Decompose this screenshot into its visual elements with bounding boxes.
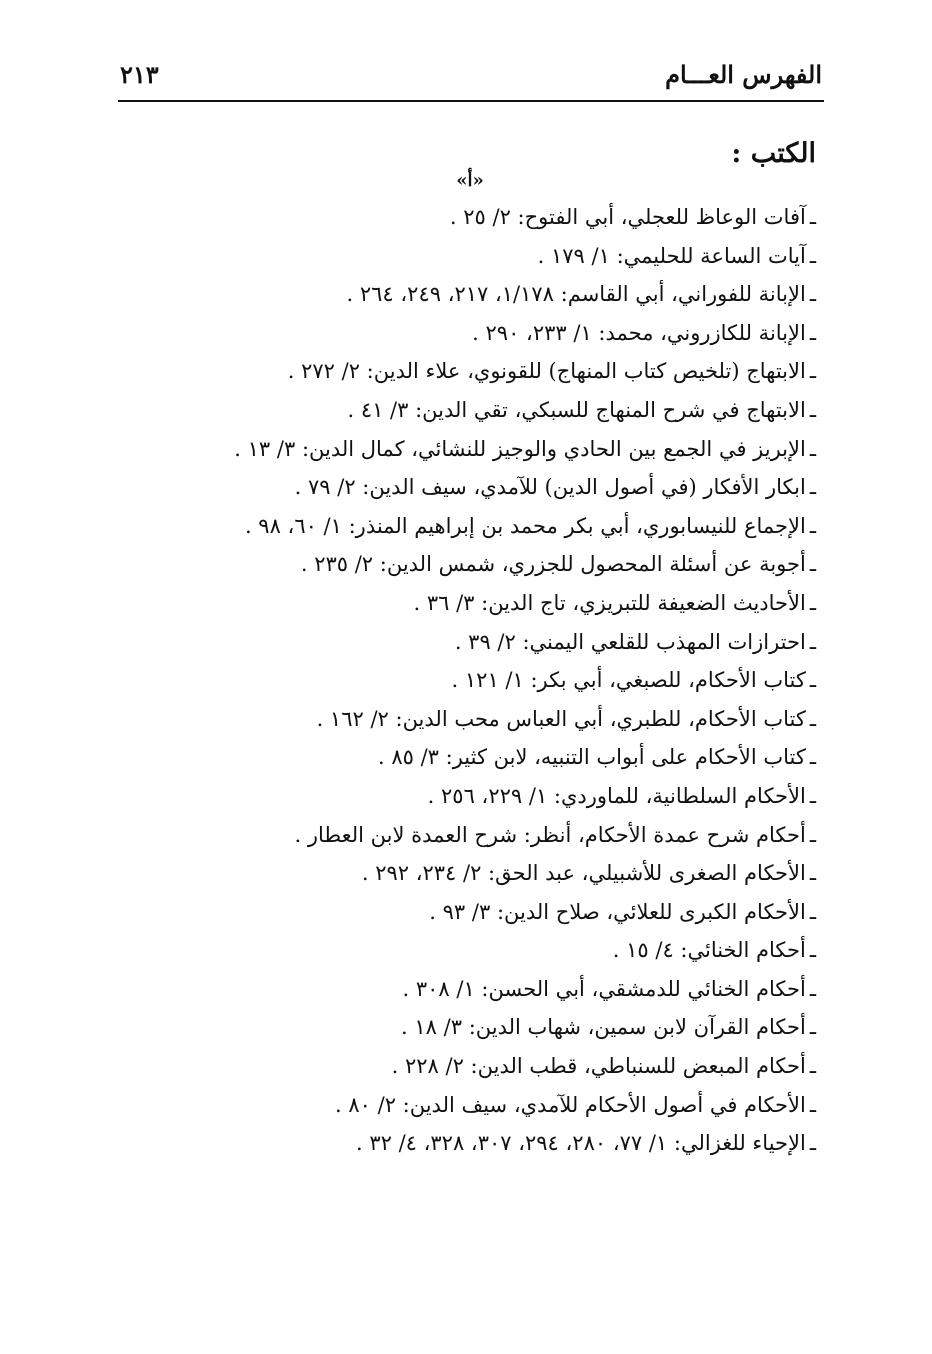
index-entry: ـآيات الساعة للحليمي: ١/ ١٧٩ . bbox=[537, 243, 816, 268]
index-entry: ـآفات الوعاظ للعجلي، أبي الفتوح: ٢/ ٢٥ . bbox=[449, 205, 816, 229]
index-entry: ـالابتهاج في شرح المنهاج للسبكي، تقي الدين: ٣/ ٤١ . bbox=[347, 397, 816, 422]
book-index-list bbox=[116, 198, 816, 1163]
page-number: ٢١٣ bbox=[120, 60, 159, 89]
index-entry: ـالإبانة للفوراني، أبي القاسم: ١/١٧٨، ٢١٧، ٢٤٩، ٢٦٤ . bbox=[346, 282, 816, 307]
index-entry: ـالأحاديث الضعيفة للتبريزي، تاج الدين: ٣/ ٣٦ . bbox=[413, 590, 816, 615]
index-entry: ـكتاب الأحكام، للصبغي، أبي بكر: ١/ ١٢١ . bbox=[451, 668, 816, 693]
index-entry: ـالإبانة للكازروني، محمد: ١/ ٢٣٣، ٢٩٠ . bbox=[472, 320, 816, 345]
header-rule bbox=[118, 100, 824, 102]
index-entry: ـالابتهاج (تلخيص كتاب المنهاج) للقونوي، علاء الدين: ٢/ ٢٧٢ . bbox=[287, 359, 816, 384]
index-entry: ـالأحكام الكبرى للعلائي، صلاح الدين: ٣/ ٩٣ . bbox=[429, 899, 816, 924]
index-entry: ـأحكام الخنائي للدمشقي، أبي الحسن: ١/ ٣٠٨ . bbox=[402, 976, 816, 1001]
index-entry: ـالإحياء للغزالي: ١/ ٧٧، ٢٨٠، ٢٩٤، ٣٠٧، ٣٢٨، ٤/ ٣٢ . bbox=[355, 1131, 816, 1156]
letter-heading: «أ» bbox=[456, 170, 484, 191]
index-entry: ـابكار الأفكار (في أصول الدين) للآمدي، سيف الدين: ٢/ ٧٩ . bbox=[294, 475, 816, 500]
running-header bbox=[120, 52, 822, 98]
index-entry: ـكتاب الأحكام على أبواب التنبيه، لابن كثير: ٣/ ٨٥ . bbox=[377, 745, 816, 770]
index-entry: ـاحترازات المهذب للقلعي اليمني: ٢/ ٣٩ . bbox=[454, 629, 816, 654]
index-entry: ـالإجماع للنيسابوري، أبي بكر محمد بن إبراهيم المنذر: ١/ ٦٠، ٩٨ . bbox=[244, 513, 816, 538]
index-entry: ـأحكام المبعض للسنباطي، قطب الدين: ٢/ ٢٢٨ . bbox=[391, 1054, 816, 1079]
index-entry: ـالأحكام الصغرى للأشبيلي، عبد الحق: ٢/ ٢٣٤، ٢٩٢ . bbox=[361, 861, 816, 886]
index-entry: ـأحكام شرح عمدة الأحكام، أنظر: شرح العمدة لابن العطار . bbox=[294, 822, 816, 847]
index-entry: ـأحكام القرآن لابن سمين، شهاب الدين: ٣/ ١٨ . bbox=[401, 1015, 816, 1040]
index-entry: ـالأحكام في أصول الأحكام للآمدي، سيف الدين: ٢/ ٨٠ . bbox=[335, 1092, 816, 1117]
index-entry: ـالإبريز في الجمع بين الحادي والوجيز للنشائي، كمال الدين: ٣/ ١٣ . bbox=[234, 436, 816, 461]
running-title: الفهرس العـــام bbox=[665, 60, 822, 89]
section-title: الكتب : bbox=[731, 138, 816, 169]
index-entry: ـأحكام الخنائي: ٤/ ١٥ . bbox=[612, 938, 816, 963]
index-entry: ـأجوبة عن أسئلة المحصول للجزري، شمس الدين: ٢/ ٢٣٥ . bbox=[300, 552, 816, 577]
index-entry: ـالأحكام السلطانية، للماوردي: ١/ ٢٢٩، ٢٥٦ . bbox=[427, 783, 816, 808]
index-entry: ـكتاب الأحكام، للطبري، أبي العباس محب الدين: ٢/ ١٦٢ . bbox=[316, 706, 816, 731]
